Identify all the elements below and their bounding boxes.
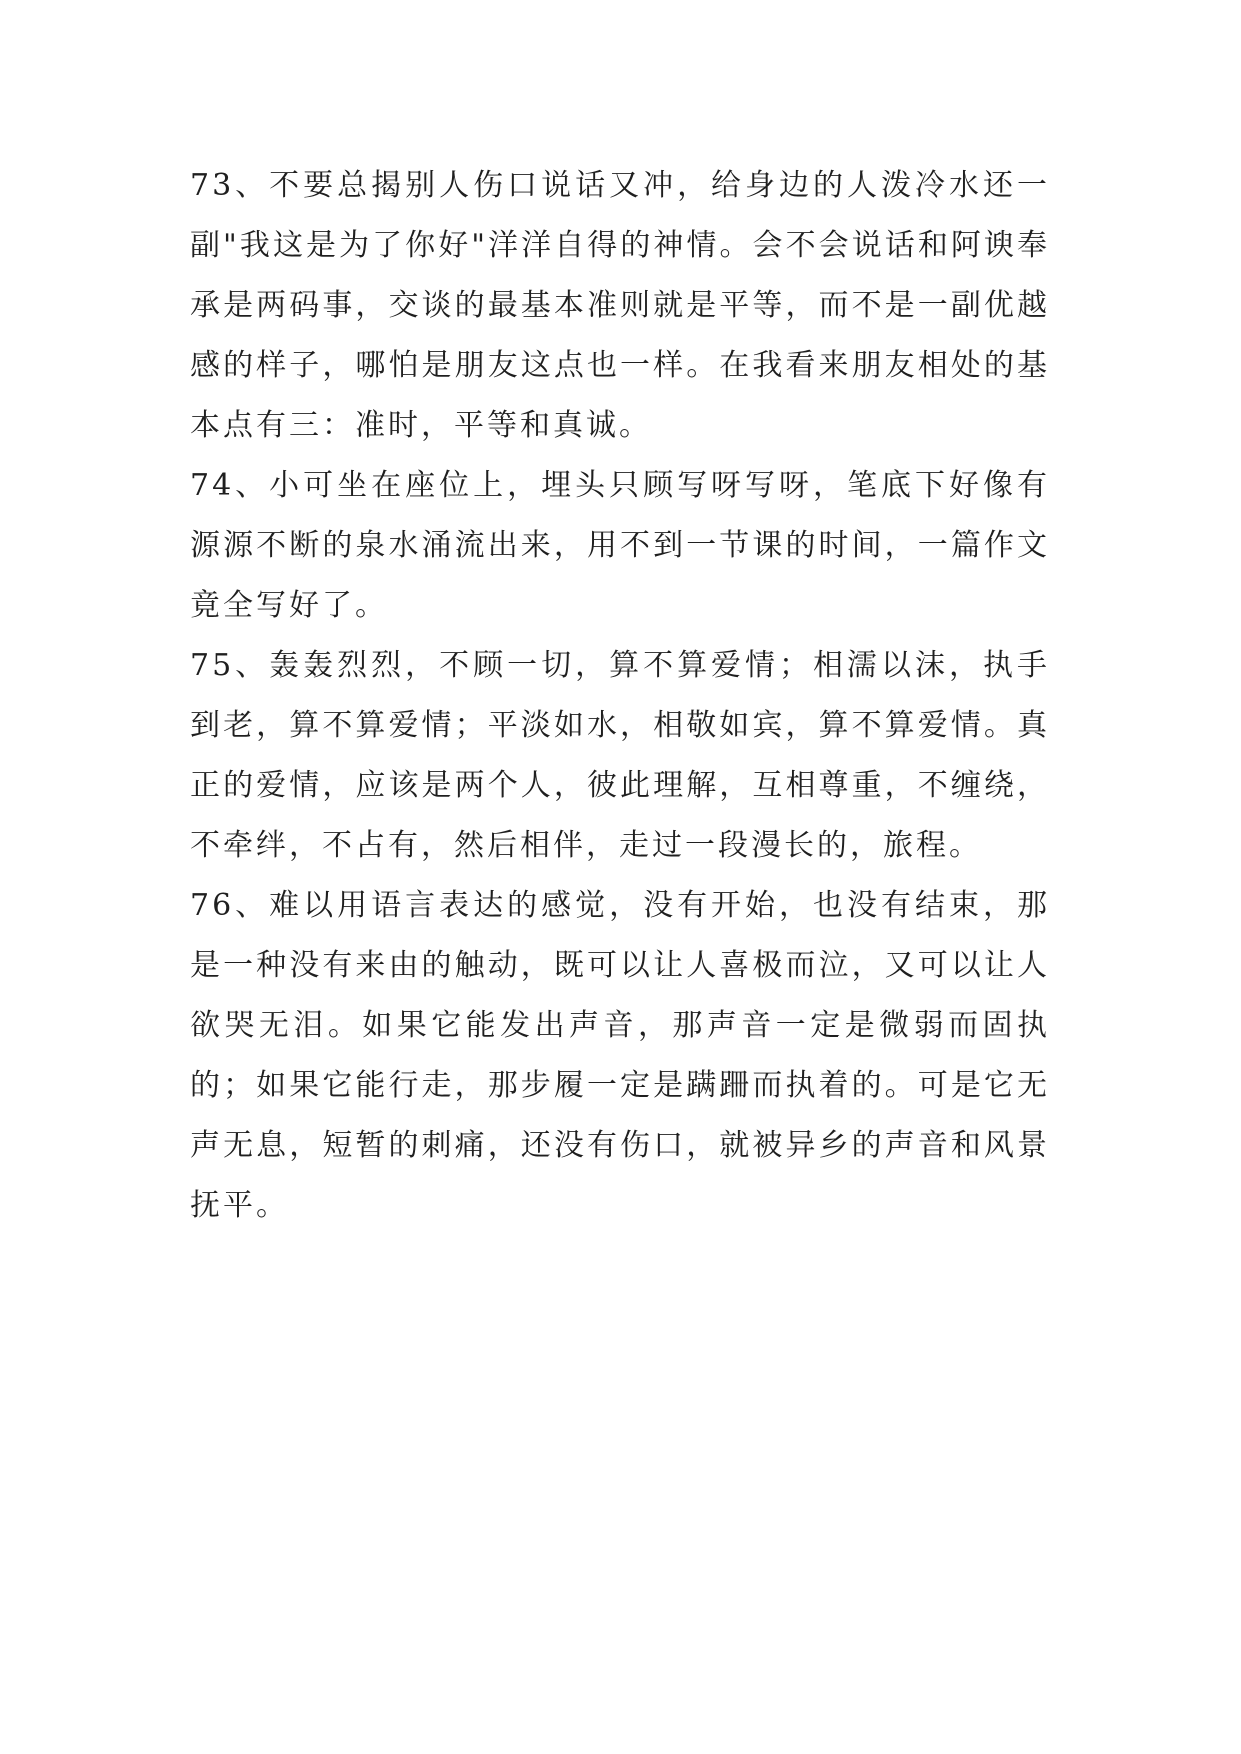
paragraph-73: 73、不要总揭别人伤口说话又冲，给身边的人泼冷水还一副"我这是为了你好"洋洋自得的神情。会不会说话和阿谀奉承是两码事，交谈的最基本准则就是平等，而不是一副优越感的样子，哪怕是朋友这点也一样。在我看来朋友相处的基本点有三：准时，平等和真诚。 — [190, 168, 1050, 443]
paragraph-76: 76、难以用语言表达的感觉，没有开始，也没有结束，那是一种没有来由的触动，既可以让人喜极而泣，又可以让人欲哭无泪。如果它能发出声音，那声音一定是微弱而固执的；如果它能行走，那步履一定是蹒跚而执着的。可是它无声无息，短暂的刺痛，还没有伤口，就被异乡的声音和风景抚平。 — [190, 888, 1050, 1223]
paragraph-74: 74、小可坐在座位上，埋头只顾写呀写呀，笔底下好像有源源不断的泉水涌流出来，用不到一节课的时间，一篇作文竟全写好了。 — [190, 468, 1050, 623]
document-body — [190, 156, 1050, 1236]
paragraph-75: 75、轰轰烈烈，不顾一切，算不算爱情；相濡以沫，执手到老，算不算爱情；平淡如水，相敬如宾，算不算爱情。真正的爱情，应该是两个人，彼此理解，互相尊重，不缠绕，不牵绊，不占有，然后相伴，走过一段漫长的，旅程。 — [190, 648, 1050, 863]
